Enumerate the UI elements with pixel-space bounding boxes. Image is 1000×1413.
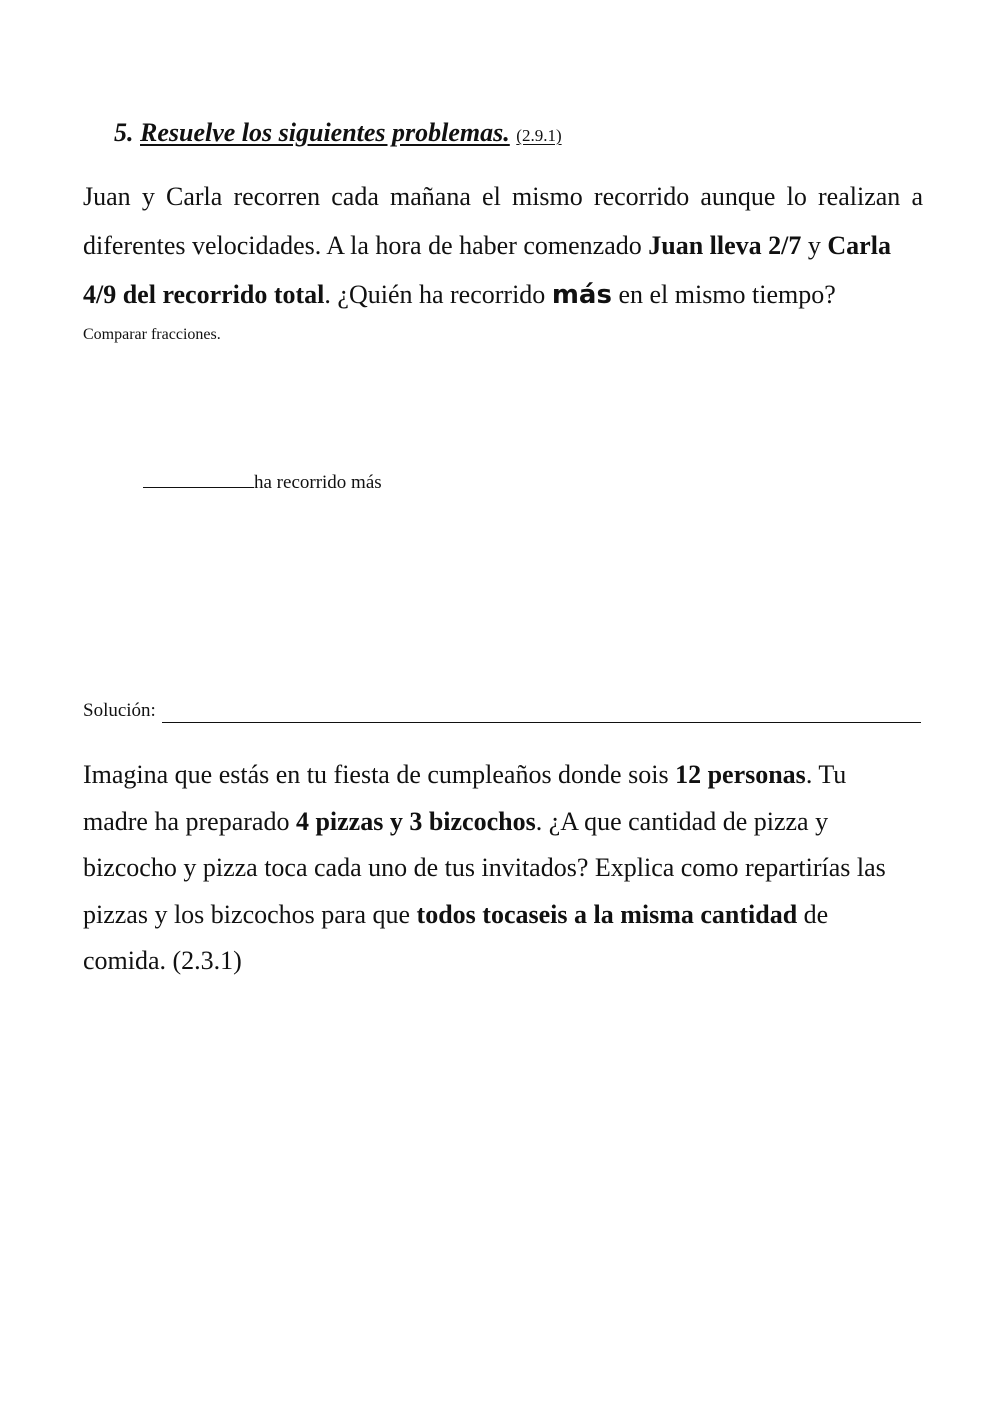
problem-2-text: pizzas y los bizcochos para que: [83, 899, 417, 929]
solution-blank[interactable]: [162, 702, 921, 723]
problem-2-line-3: bizcocho y pizza toca cada uno de tus invitados? Explica como repartirías las: [83, 853, 886, 882]
carla-fraction: 4/9 del recorrido total: [83, 280, 325, 309]
hint-text: Comparar fracciones.: [83, 326, 221, 343]
answer-suffix: ha recorrido más: [254, 472, 382, 493]
food-count: 4 pizzas y 3 bizcochos: [295, 806, 536, 836]
exercise-number: 5.: [114, 118, 134, 147]
problem-2-line-2: [83, 799, 923, 846]
problem-1-statement: [83, 172, 923, 319]
juan-fraction: Juan lleva 2/7: [648, 231, 802, 260]
mas-emphasis: más: [551, 280, 612, 310]
problem-2-line-4: [83, 892, 923, 939]
exercise-title: Resuelve los siguientes problemas.: [140, 118, 510, 147]
problem-2-text: madre ha preparado: [83, 806, 296, 836]
problem-1-line-2: [83, 221, 923, 270]
carla-name: Carla: [827, 231, 891, 260]
problem-2-text: . ¿A que cantidad de pizza y: [535, 806, 829, 836]
problem-2-statement: [83, 752, 923, 985]
answer-line: [143, 467, 382, 495]
problem-2-line-5: comida. (2.3.1): [83, 946, 242, 975]
solution-row: [83, 699, 921, 723]
problem-1-line-1: Juan y Carla recorren cada mañana el mismo recorrido aunque lo realizan a: [83, 182, 923, 211]
equal-share-emphasis: todos tocaseis a la misma cantidad: [416, 899, 798, 929]
exercise-heading: [114, 116, 562, 153]
problem-2-text: Imagina que estás en tu fiesta de cumpleaños donde sois: [83, 760, 676, 789]
problem-1-text: diferentes velocidades. A la hora de haber comenzado: [83, 231, 649, 260]
problem-1-text: y: [801, 231, 828, 260]
problem-1-line-3: [83, 270, 923, 319]
answer-blank[interactable]: [143, 467, 254, 488]
problem-2-text: . Tu: [805, 760, 847, 789]
solution-label: Solución:: [83, 700, 156, 721]
exercise-code: (2.9.1): [516, 126, 562, 145]
problem-2-text: de: [797, 899, 829, 929]
problem-1-text: . ¿Quién ha recorrido: [324, 280, 552, 309]
problem-1-text: en el mismo tiempo?: [611, 280, 836, 309]
people-count: 12 personas: [675, 760, 806, 789]
problem-2-line-1: [83, 752, 923, 799]
